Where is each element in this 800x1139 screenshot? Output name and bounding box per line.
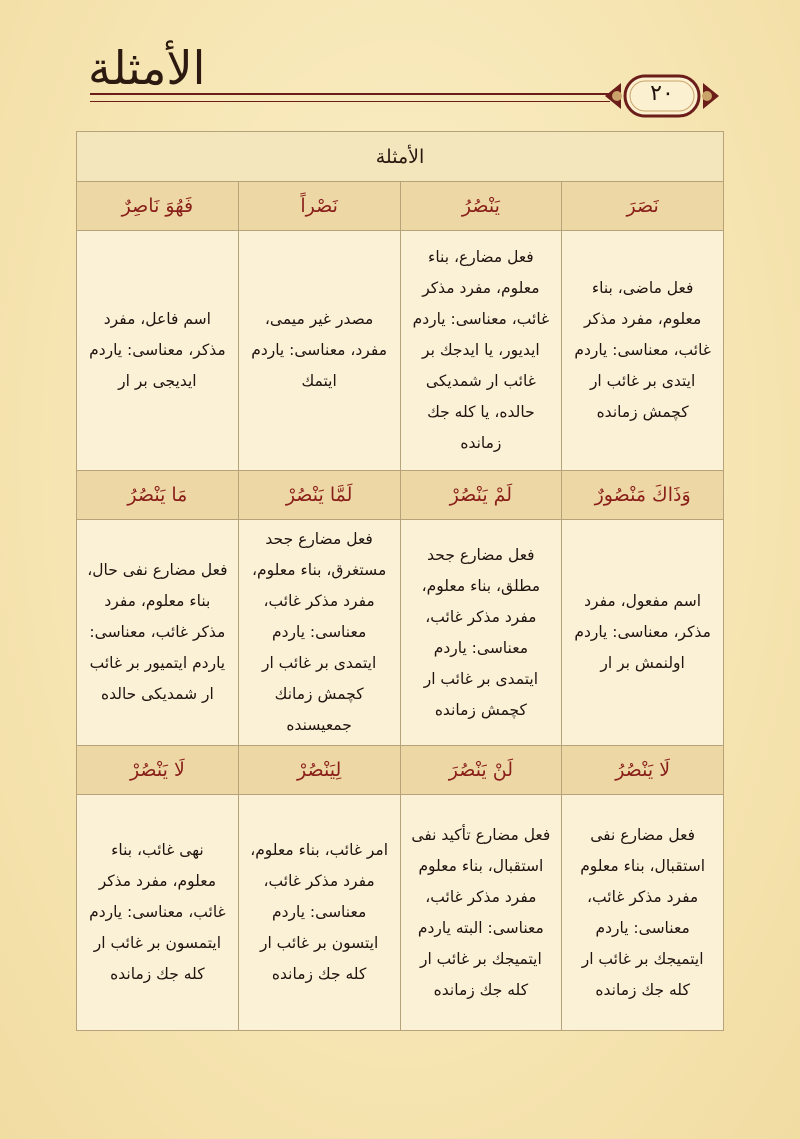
header-cell: يَنْصُرُ xyxy=(400,182,562,231)
header-cell: نَصْراً xyxy=(238,182,400,231)
header-cell: لَنْ يَنْصُرَ xyxy=(400,746,562,795)
page-number: ٢٠ xyxy=(650,81,674,106)
header-cell: لَمَّا يَنْصُرْ xyxy=(238,471,400,520)
header-rule xyxy=(90,93,610,102)
header-cell: لَا يَنْصُرُ xyxy=(562,746,724,795)
header-cell: لَا يَنْصُرْ xyxy=(77,746,239,795)
header-cell: لِيَنْصُرْ xyxy=(238,746,400,795)
description-cell: مصدر غیر میمی، مفرد، معناسی: یاردم ایتمك xyxy=(238,231,400,471)
header-cell: نَصَرَ xyxy=(562,182,724,231)
description-cell: اسم فاعل، مفرد مذكر، معناسی: یاردم ایدیجی بر ار xyxy=(77,231,239,471)
examples-table xyxy=(76,131,724,1029)
page-number-badge xyxy=(603,73,721,119)
description-cell: نهی غائب، بناء معلوم، مفرد مذكر غائب، معناسی: یاردم ایتمسون بر غائب ار كله جك زمانده xyxy=(77,795,239,1031)
header-row-3 xyxy=(77,746,724,795)
description-cell: فعل مضارع، بناء معلوم، مفرد مذكر غائب، معناسی: یاردم ایدیور، یا ایدجك بر غائب ار شمدیكی حالده، یا كله جك زمانده xyxy=(400,231,562,471)
header-cell: لَمْ يَنْصُرْ xyxy=(400,471,562,520)
header-cell: فَهُوَ نَاصِرٌ xyxy=(77,182,239,231)
description-cell: امر غائب، بناء معلوم، مفرد مذكر غائب، معناسی: یاردم ایتسون بر غائب ار كله جك زمانده xyxy=(238,795,400,1031)
body-row-3 xyxy=(77,795,724,1031)
header-cell: مَا يَنْصُرُ xyxy=(77,471,239,520)
header-row-2 xyxy=(77,471,724,520)
description-cell: اسم مفعول، مفرد مذكر، معناسی: یاردم اولنمش بر ار xyxy=(562,520,724,746)
body-row-2 xyxy=(77,520,724,746)
description-cell: فعل مضارع نفی حال، بناء معلوم، مفرد مذكر غائب، معناسی: یاردم ایتمیور بر غائب ار شمدیكی حالده xyxy=(77,520,239,746)
description-cell: فعل مضارع جحد مطلق، بناء معلوم، مفرد مذكر غائب، معناسی: یاردم ایتمدی بر غائب ار كچمش زمانده xyxy=(400,520,562,746)
description-cell: فعل مضارع نفی استقبال، بناء معلوم مفرد مذكر غائب، معناسی: یاردم ایتمیجك بر غائب ار كله جك زمانده xyxy=(562,795,724,1031)
description-cell: فعل ماضی، بناء معلوم، مفرد مذكر غائب، معناسی: یاردم ایتدی بر غائب ار كچمش زمانده xyxy=(562,231,724,471)
header-row-1 xyxy=(77,182,724,231)
running-header-title: الأمثلة xyxy=(88,41,206,95)
description-cell: فعل مضارع تأكید نفی استقبال، بناء معلوم مفرد مذكر غائب، معناسی: البته یاردم ایتمیجك بر غائب ار كله جك زمانده xyxy=(400,795,562,1031)
header-cell: وَذَاكَ مَنْصُورٌ xyxy=(562,471,724,520)
body-row-1 xyxy=(77,231,724,471)
table-title: الأمثلة xyxy=(77,132,724,182)
description-cell: فعل مضارع جحد مستغرق، بناء معلوم، مفرد مذكر غائب، معناسی: یاردم ایتمدی بر غائب ار كچمش زمانك جمعیسنده xyxy=(238,520,400,746)
